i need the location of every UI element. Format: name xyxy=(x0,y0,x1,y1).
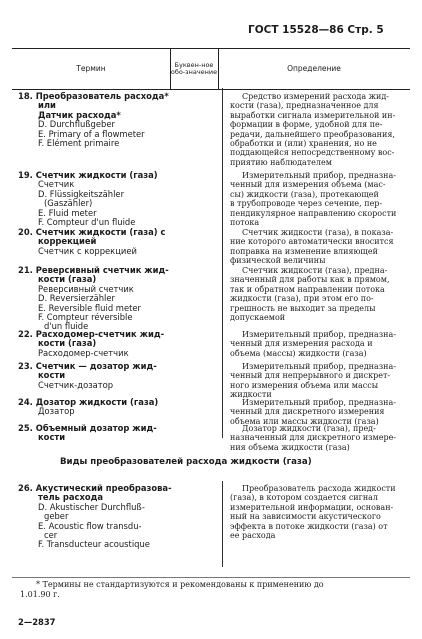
definition-line: ченный для измерения расхода и xyxy=(230,339,373,349)
term-line: кости xyxy=(38,370,66,381)
definition-line: сы) жидкости (газа), протекающей xyxy=(230,189,379,199)
term-line: Счетчик с коррекцией xyxy=(38,245,137,256)
term-line: D. Flüssigkeitszähler xyxy=(38,188,125,199)
term-title: 25. Объемный дозатор жид- xyxy=(18,423,157,433)
page-header: ГОСТ 15528—86 Стр. 5 xyxy=(248,24,384,36)
definition-entry xyxy=(230,424,410,452)
definition-line: жидкости xyxy=(230,390,272,400)
term-line: E. Acoustic flow transdu- xyxy=(38,520,142,531)
column-divider xyxy=(222,88,223,438)
definition-line: пендикулярное направлению скорости xyxy=(230,208,397,218)
definition-line: Измерительный прибор, предназна- xyxy=(242,398,396,407)
term-line: кости xyxy=(38,432,66,443)
term-line: E. Fluid meter xyxy=(38,207,97,218)
definition-line: Преобразователь расхода жидкости xyxy=(242,484,396,493)
term-line: или xyxy=(38,100,56,111)
term-entry xyxy=(18,92,198,148)
term-line: кости (газа) xyxy=(38,338,97,349)
definition-line: эффекта в потоке жидкости (газа) от xyxy=(230,521,388,531)
definition-line: допускаемой xyxy=(230,313,286,323)
footnote-line: * Термины не стандартизуются и рекомендованы к применению до xyxy=(36,580,324,589)
definition-line: ченный для измерения объема (мас- xyxy=(230,180,386,190)
definition-line: Дозатор жидкости (газа), пред- xyxy=(242,424,376,433)
definition-line: ние которого автоматически вносится xyxy=(230,237,394,247)
term-line: Счетчик xyxy=(38,179,75,190)
definition-line: Измерительный прибор, предназна- xyxy=(242,330,396,339)
term-line: кости (газа) xyxy=(38,274,97,285)
term-line: Реверсивный счетчик xyxy=(38,283,134,294)
term-title: 24. Дозатор жидкости (газа) xyxy=(18,397,159,407)
term-line: D. Reversierzähler xyxy=(38,293,115,304)
column-header-term: Термин xyxy=(12,49,171,89)
definition-line: в трубопроводе через сечение, пер- xyxy=(230,199,383,209)
definition-line: ный на зависимости акустического xyxy=(230,512,381,522)
column-header-letter: Буквен-ное обо-значение xyxy=(170,49,219,89)
definition-entry xyxy=(230,171,410,227)
term-entry xyxy=(18,171,198,227)
term-line: тель расхода xyxy=(38,492,104,503)
print-code: 2—2837 xyxy=(18,617,56,627)
term-line: F. Compteur d'un fluide xyxy=(38,217,136,228)
definition-line: жидкости (газа), при этом его по- xyxy=(230,294,374,304)
definition-line: формации в форме, удобной для пе- xyxy=(230,120,383,130)
definition-line: значенный для работы как в прямом, xyxy=(230,275,390,285)
term-line: Дозатор xyxy=(38,406,75,417)
footnote-divider xyxy=(12,577,410,578)
section-heading: Виды преобразователей расхода жидкости (газа) xyxy=(60,457,312,467)
definition-entry xyxy=(230,398,410,426)
definition-line: поправка на изменение влияющей xyxy=(230,246,378,256)
term-title: 19. Счетчик жидкости (газа) xyxy=(18,170,158,180)
definition-line: объема (массы) жидкости (газа) xyxy=(230,348,367,358)
term-title: 18. Преобразователь расхода* xyxy=(18,91,169,101)
term-title: 26. Акустический преобразова- xyxy=(18,483,172,493)
table-header xyxy=(12,48,410,90)
term-line: E. Reversible fluid meter xyxy=(38,302,141,313)
term-line: Расходомер-счетчик xyxy=(38,347,129,358)
term-entry xyxy=(18,266,198,332)
definition-line: ния объема жидкости (газа) xyxy=(230,442,350,452)
definition-line: назначенный для дискретного измере- xyxy=(230,433,397,443)
definition-line: физической величины xyxy=(230,256,326,266)
term-line: Датчик расхода* xyxy=(38,109,121,120)
footnote-line: 1.01.90 г. xyxy=(20,590,60,599)
term-line: коррекцией xyxy=(38,236,97,247)
definition-line: Счетчик жидкости (газа), в показа- xyxy=(242,228,394,237)
definition-line: объема или массы жидкости (газа) xyxy=(230,416,379,426)
definition-line: потока xyxy=(230,218,260,228)
definition-entry xyxy=(230,266,410,322)
term-line: Счетчик-дозатор xyxy=(38,379,114,390)
definition-line: Измерительный прибор, предназна- xyxy=(242,362,396,371)
term-line: geber xyxy=(44,511,69,522)
column-divider xyxy=(222,481,223,567)
term-entry xyxy=(18,398,198,417)
footnote xyxy=(20,580,412,600)
term-line: D. Durchflußgeber xyxy=(38,119,115,130)
definition-entry xyxy=(230,228,410,266)
definition-entry xyxy=(230,330,410,358)
term-entry xyxy=(18,330,198,358)
definition-line: Средство измерений расхода жид- xyxy=(242,92,389,101)
definition-line: ного измерения объема или массы xyxy=(230,380,379,390)
definition-line: выработки сигнала измерительной ин- xyxy=(230,110,396,120)
definition-line: ченный для непрерывного и дискрет- xyxy=(230,371,391,381)
term-entry xyxy=(18,228,198,256)
definition-line: так и обратном направлении потока xyxy=(230,284,385,294)
column-header-definition: Определение xyxy=(287,64,341,73)
term-entry xyxy=(18,362,198,390)
definition-entry xyxy=(230,484,410,540)
definition-line: обработки и (или) хранения, но не xyxy=(230,139,377,149)
definition-line: грешность не выходит за пределы xyxy=(230,303,376,313)
definition-line: поддающейся непосредственному вос- xyxy=(230,148,395,158)
definition-line: Счетчик жидкости (газа), предна- xyxy=(242,266,388,275)
term-title: 21. Реверсивный счетчик жид- xyxy=(18,265,169,275)
term-line: F. Elément primaire xyxy=(38,138,120,149)
term-line: D. Akustischer Durchfluß- xyxy=(38,501,145,512)
term-title: 20. Счетчик жидкости (газа) с xyxy=(18,227,166,237)
definition-line: измерительной информации, основан- xyxy=(230,502,394,512)
definition-entry xyxy=(230,92,410,167)
term-line: E. Primary of a flowmeter xyxy=(38,128,145,139)
term-line: F. Transducteur acoustique xyxy=(38,539,150,550)
definition-entry xyxy=(230,362,410,400)
term-line: cer xyxy=(44,530,58,541)
term-line: d'un fluide xyxy=(44,321,89,332)
definition-line: приятию наблюдателем xyxy=(230,157,332,167)
term-line: (Gaszähler) xyxy=(44,198,93,209)
term-line: F. Compteur réversible xyxy=(38,312,133,323)
term-entry xyxy=(18,484,198,550)
definition-line: ее расхода xyxy=(230,531,276,541)
definition-line: кости (газа), предназначенное для xyxy=(230,101,379,111)
definition-line: ченный для дискретного измерения xyxy=(230,407,385,417)
term-title: 22. Расходомер-счетчик жид- xyxy=(18,329,165,339)
term-entry xyxy=(18,424,198,443)
term-title: 23. Счетчик — дозатор жид- xyxy=(18,361,157,371)
definition-line: редачи, дальнейшего преобразования, xyxy=(230,129,395,139)
definition-line: Измерительный прибор, предназна- xyxy=(242,171,396,180)
definition-line: (газа), в котором создается сигнал xyxy=(230,493,379,503)
